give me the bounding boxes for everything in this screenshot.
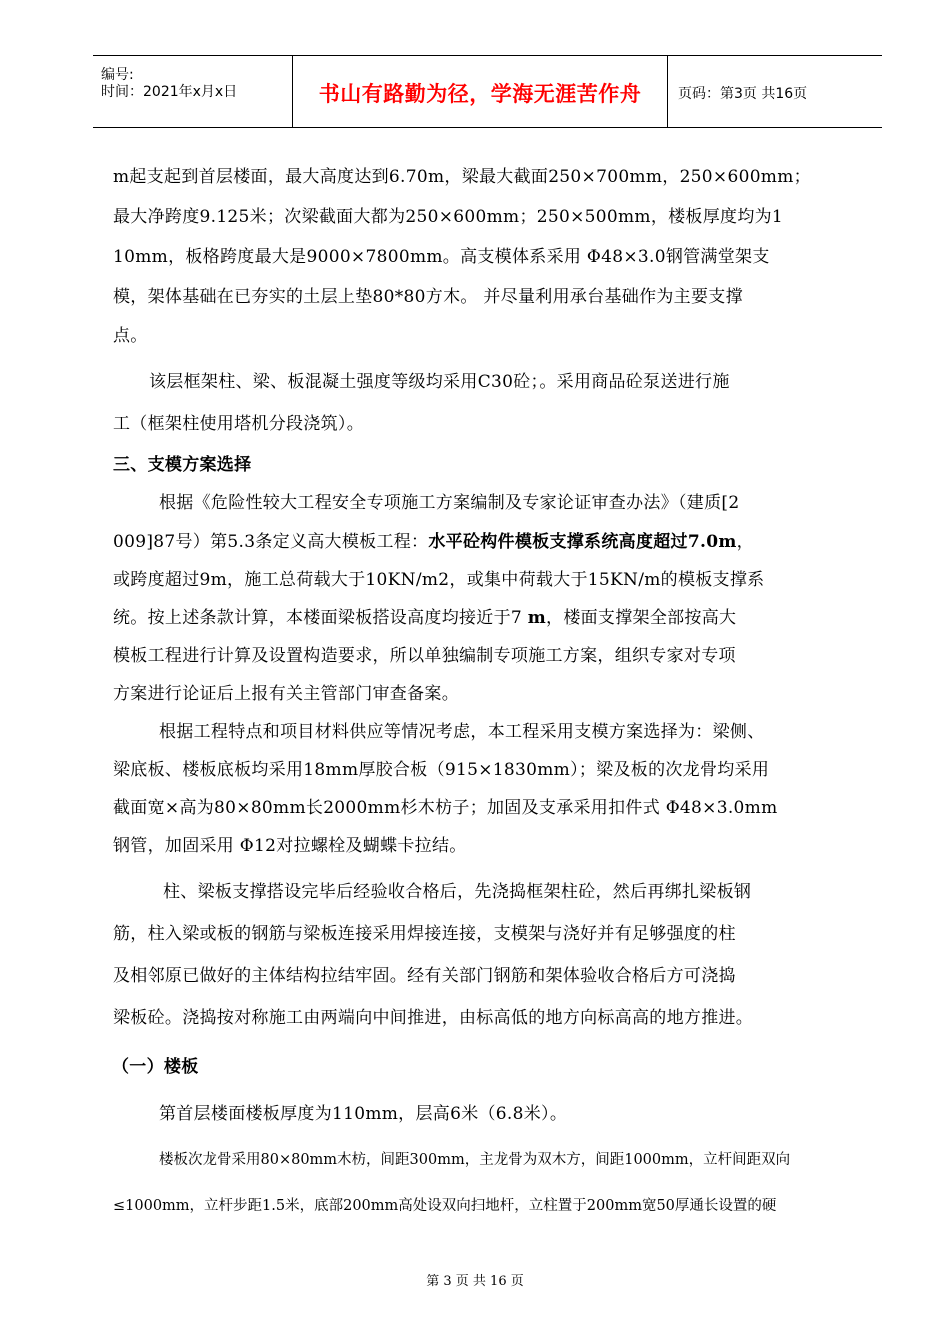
paragraph-line: m起支起到首层楼面，最大高度达到6.70m，梁最大截面250×700mm，250×600mm； (113, 167, 811, 187)
text-run: ， (736, 532, 754, 552)
paragraph-line: 工（框架柱使用塔机分段浇筑）。 (113, 414, 364, 434)
paragraph-line: 根据《危险性较大工程安全专项施工方案编制及专家论证审查办法》（建质[2 (159, 493, 740, 513)
paragraph-line: 第首层楼面楼板厚度为110mm，层高6米（6.8米）。 (159, 1104, 568, 1124)
emphasis-text: m (527, 608, 547, 628)
header-page-code: 页码：第3页 共16页 (678, 86, 808, 102)
paragraph-line: 模板工程进行计算及设置构造要求，所以单独编制专项施工方案，组织专家对专项 (113, 646, 736, 666)
header-page-cell (668, 56, 882, 127)
paragraph-line: 根据工程特点和项目材料供应等情况考虑，本工程采用支模方案选择为：梁侧、 (159, 722, 765, 742)
subsection-heading: （一）楼板 (112, 1057, 199, 1077)
page-header (93, 55, 882, 128)
paragraph-line: 及相邻原已做好的主体结构拉结牢固。经有关部门钢筋和架体验收合格后方可浇捣 (113, 966, 736, 986)
header-motto-cell (293, 56, 668, 127)
paragraph-line: 点。 (113, 326, 148, 346)
paragraph-line: 钢管，加固采用 Φ12对拉螺栓及蝴蝶卡拉结。 (113, 836, 467, 856)
header-motto: 书山有路勤为径，学海无涯苦作舟 (318, 82, 642, 106)
paragraph-line: 柱、梁板支撑搭设完毕后经验收合格后，先浇捣框架柱砼，然后再绑扎梁板钢 (163, 882, 752, 902)
header-info-cell (93, 56, 293, 127)
section-heading: 三、支模方案选择 (113, 455, 252, 475)
paragraph-line (113, 527, 754, 552)
paragraph-line: ≤1000mm，立杆步距1.5米，底部200mm高处设双向扫地杆，立柱置于200mm宽50厚通长设置的硬 (113, 1198, 777, 1214)
text-run: 统。按上述条款计算，本楼面梁板搭设高度均接近于7 (113, 608, 528, 628)
paragraph-line: 楼板次龙骨采用80×80mm木枋，间距300mm，主龙骨为双木方，间距1000mm，立杆间距双向 (159, 1152, 791, 1168)
paragraph-line: 10mm，板格跨度最大是9000×7800mm。高支模体系采用 Φ48×3.0钢管满堂架支 (113, 247, 770, 267)
text-run: 009]87号）第5.3条定义高大模板工程： (113, 532, 429, 552)
document-time-label: 时间：2021年x月x日 (101, 84, 238, 100)
paragraph-line: 梁底板、楼板底板均采用18mm厚胶合板（915×1830mm）；梁及板的次龙骨均采用 (113, 760, 770, 780)
paragraph-line: 模，架体基础在已夯实的土层上垫80*80方木。 并尽量利用承台基础作为主要支撑 (113, 287, 743, 307)
text-run: ，楼面支撑架全部按高大 (546, 608, 737, 628)
paragraph-line: 方案进行论证后上报有关主管部门审查备案。 (113, 684, 459, 704)
paragraph-line: 该层框架柱、梁、板混凝土强度等级均采用C30砼；。采用商品砼泵送进行施 (149, 372, 730, 392)
paragraph-line: 最大净跨度9.125米；次梁截面大都为250×600mm；250×500mm，楼板厚度均为1 (113, 207, 784, 227)
emphasis-text: 水平砼构件模板支撑系统高度超过7.0m (428, 532, 737, 552)
paragraph-line: 截面宽×高为80×80mm长2000mm杉木枋子；加固及支承采用扣件式 Φ48×3.0mm (113, 798, 778, 818)
document-number-label: 编号: (101, 67, 134, 83)
paragraph-line (113, 603, 736, 628)
paragraph-line: 筋，柱入梁或板的钢筋与梁板连接采用焊接连接，支模架与浇好并有足够强度的柱 (113, 924, 736, 944)
page-footer: 第 3 页 共 16 页 (426, 1274, 524, 1289)
paragraph-line: 梁板砼。浇捣按对称施工由两端向中间推进，由标高低的地方向标高高的地方推进。 (113, 1008, 754, 1028)
paragraph-line: 或跨度超过9m，施工总荷载大于10KN/m2，或集中荷载大于15KN/m的模板支撑系 (113, 570, 765, 590)
